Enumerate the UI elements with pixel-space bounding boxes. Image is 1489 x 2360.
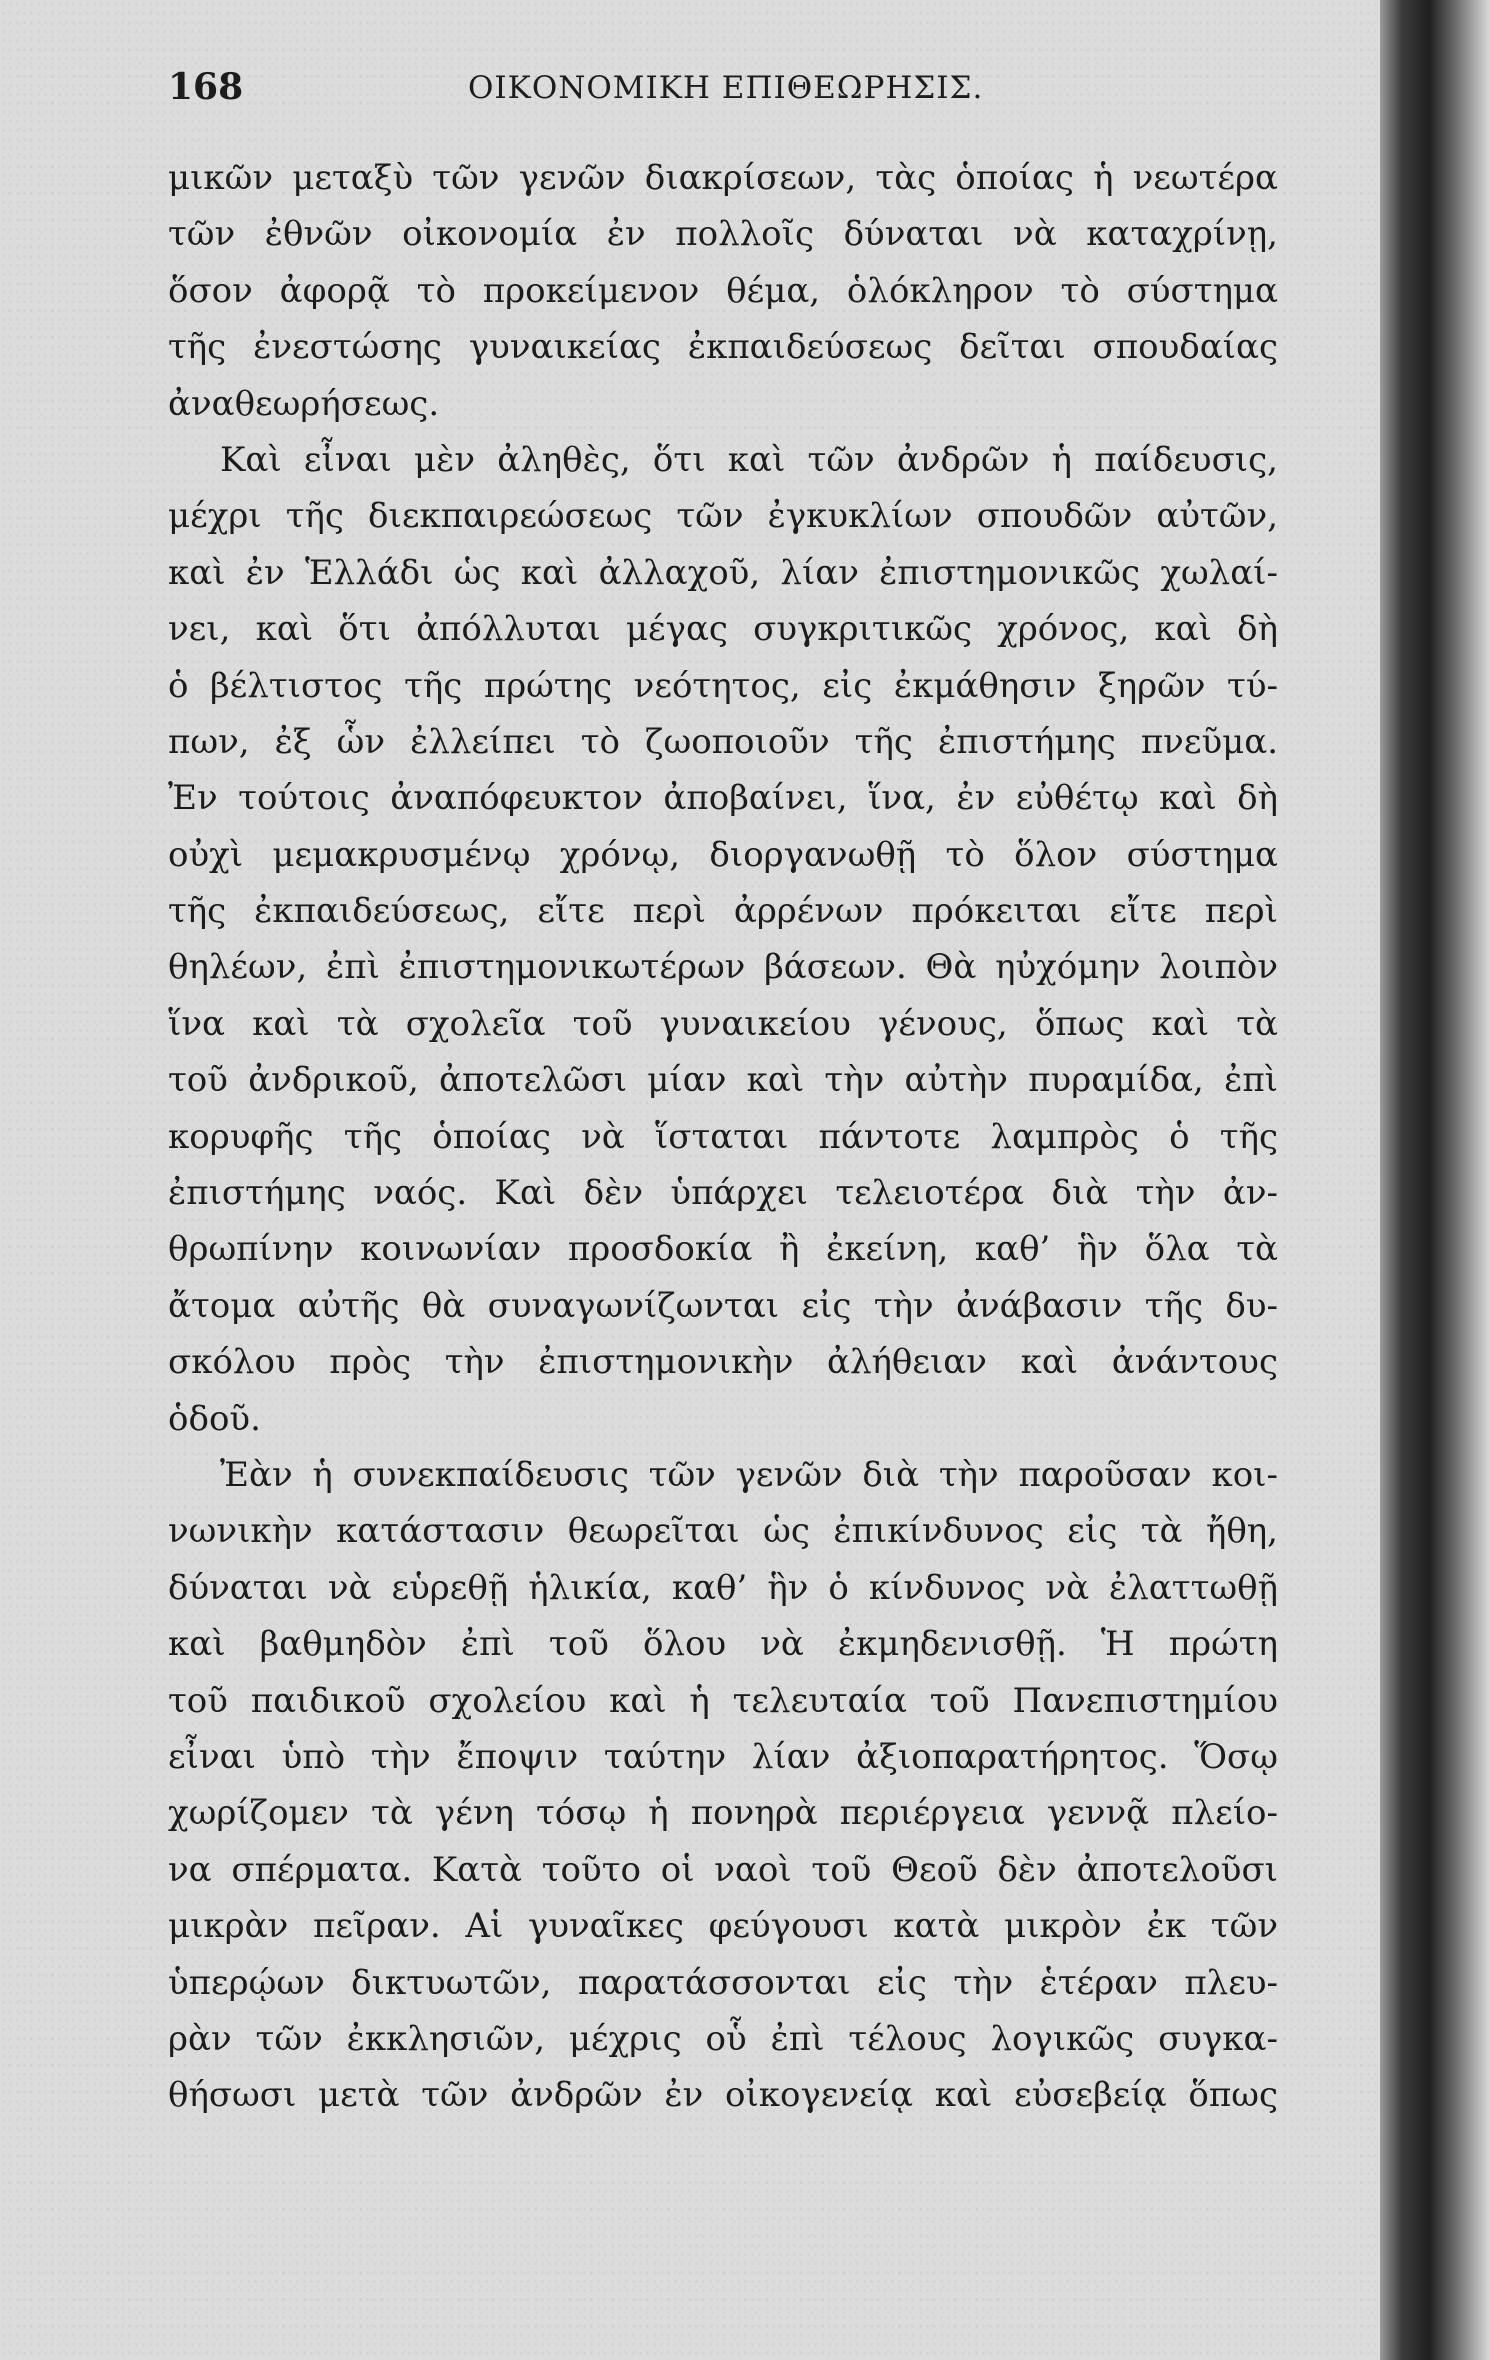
text-line: σκόλου πρὸς τὴν ἐπιστημονικὴν ἀλήθειαν καὶ ἀνάντους <box>168 1342 1278 1383</box>
text-line: τῶν ἐθνῶν οἰκονομία ἐν πολλοῖς δύναται νὰ καταχρίνῃ, <box>168 214 1278 255</box>
running-head: ΟΙΚΟΝΟΜΙΚΗ ΕΠΙΘΕΩΡΗΣΙΣ. <box>468 70 984 106</box>
body-text <box>168 150 1278 2124</box>
text-line: ὅσον ἀφορᾷ τὸ προκείμενον θέμα, ὁλόκληρον τὸ σύστημα <box>168 270 1278 311</box>
text-line: μικῶν μεταξὺ τῶν γενῶν διακρίσεων, τὰς ὁποίας ἡ νεωτέρα <box>168 158 1278 198</box>
text-line: μικρὰν πεῖραν. Αἱ γυναῖκες φεύγουσι κατὰ μικρὸν ἐκ τῶν <box>168 1906 1278 1947</box>
text-line: Ἐν τούτοις ἀναπόφευκτον ἀποβαίνει, ἵνα, ἐν εὐθέτῳ καὶ δὴ <box>168 778 1278 819</box>
text-line: θηλέων, ἐπὶ ἐπιστημονικωτέρων βάσεων. Θὰ ηὐχόμην λοιπὸν <box>168 947 1278 988</box>
text-line: νωνικὴν κατάστασιν θεωρεῖται ὡς ἐπικίνδυνος εἰς τὰ ἤθη, <box>168 1511 1278 1552</box>
text-line: ρὰν τῶν ἐκκλησιῶν, μέχρις οὗ ἐπὶ τέλους λογικῶς συγκα- <box>168 2018 1278 2059</box>
page-number: 168 <box>168 66 244 108</box>
text-line: πων, ἐξ ὧν ἐλλείπει τὸ ζωοποιοῦν τῆς ἐπιστήμης πνεῦμα. <box>168 721 1278 762</box>
text-line: τοῦ ἀνδρικοῦ, ἀποτελῶσι μίαν καὶ τὴν αὐτὴν πυραμίδα, ἐπὶ <box>168 1060 1278 1101</box>
text-line: ἀναθεωρήσεως. <box>168 383 440 424</box>
text-line: καὶ ἐν Ἑλλάδι ὡς καὶ ἀλλαχοῦ, λίαν ἐπιστημονικῶς χωλαί- <box>168 552 1278 593</box>
text-line: νει, καὶ ὅτι ἀπόλλυται μέγας συγκριτικῶς χρόνος, καὶ δὴ <box>168 609 1278 650</box>
text-line: τῆς ἐκπαιδεύσεως, εἴτε περὶ ἀρρένων πρόκειται εἴτε περὶ <box>168 891 1278 932</box>
text-line: ἵνα καὶ τὰ σχολεῖα τοῦ γυναικείου γένους, ὅπως καὶ τὰ <box>168 1003 1278 1044</box>
text-line: τῆς ἐνεστώσης γυναικείας ἐκπαιδεύσεως δεῖται σπουδαίας <box>168 327 1278 368</box>
text-line: θήσωσι μετὰ τῶν ἀνδρῶν ἐν οἰκογενείᾳ καὶ εὐσεβείᾳ ὅπως <box>168 2075 1278 2116</box>
text-line: ὁδοῦ. <box>168 1398 261 1439</box>
text-line: να σπέρματα. Κατὰ τοῦτο οἱ ναοὶ τοῦ Θεοῦ δὲν ἀποτελοῦσι <box>168 1849 1278 1890</box>
text-line: δύναται νὰ εὑρεθῇ ἡλικία, καθ’ ἣν ὁ κίνδυνος νὰ ἐλαττωθῇ <box>168 1567 1278 1608</box>
text-line: καὶ βαθμηδὸν ἐπὶ τοῦ ὅλου νὰ ἐκμηδενισθῇ. Ἡ πρώτη <box>168 1624 1278 1665</box>
text-line: μέχρι τῆς διεκπαιρεώσεως τῶν ἐγκυκλίων σπουδῶν αὐτῶν, <box>168 496 1278 537</box>
text-line: Καὶ εἶναι μὲν ἀληθὲς, ὅτι καὶ τῶν ἀνδρῶν ἡ παίδευσις, <box>220 439 1278 480</box>
book-spine-shadow <box>1380 0 1489 2360</box>
text-line: ὁ βέλτιστος τῆς πρώτης νεότητος, εἰς ἐκμάθησιν ξηρῶν τύ- <box>168 665 1278 706</box>
text-line: κορυφῆς τῆς ὁποίας νὰ ἵσταται πάντοτε λαμπρὸς ὁ τῆς <box>168 1116 1278 1157</box>
text-line: ὑπερῴων δικτυωτῶν, παρατάσσονται εἰς τὴν ἑτέραν πλευ- <box>168 1962 1278 2003</box>
text-line: τοῦ παιδικοῦ σχολείου καὶ ἡ τελευταία τοῦ Πανεπιστημίου <box>168 1680 1278 1721</box>
text-line: Ἐὰν ἡ συνεκπαίδευσις τῶν γενῶν διὰ τὴν παροῦσαν κοι- <box>220 1454 1278 1495</box>
text-line: εἶναι ὑπὸ τὴν ἔποψιν ταύτην λίαν ἀξιοπαρατήρητος. Ὅσῳ <box>168 1736 1278 1777</box>
text-line: ἄτομα αὐτῆς θὰ συναγωνίζωνται εἰς τὴν ἀνάβασιν τῆς δυ- <box>168 1285 1278 1326</box>
page-header <box>168 58 1278 128</box>
text-line: χωρίζομεν τὰ γένη τόσῳ ἡ πονηρὰ περιέργεια γεννᾷ πλείο- <box>168 1793 1278 1834</box>
text-line: οὐχὶ μεμακρυσμένῳ χρόνῳ, διοργανωθῇ τὸ ὅλον σύστημα <box>168 834 1278 875</box>
text-line: θρωπίνην κοινωνίαν προσδοκία ἢ ἐκείνη, καθ’ ἣν ὅλα τὰ <box>168 1229 1278 1270</box>
text-line: ἐπιστήμης ναός. Καὶ δὲν ὑπάρχει τελειοτέρα διὰ τὴν ἀν- <box>168 1173 1278 1214</box>
